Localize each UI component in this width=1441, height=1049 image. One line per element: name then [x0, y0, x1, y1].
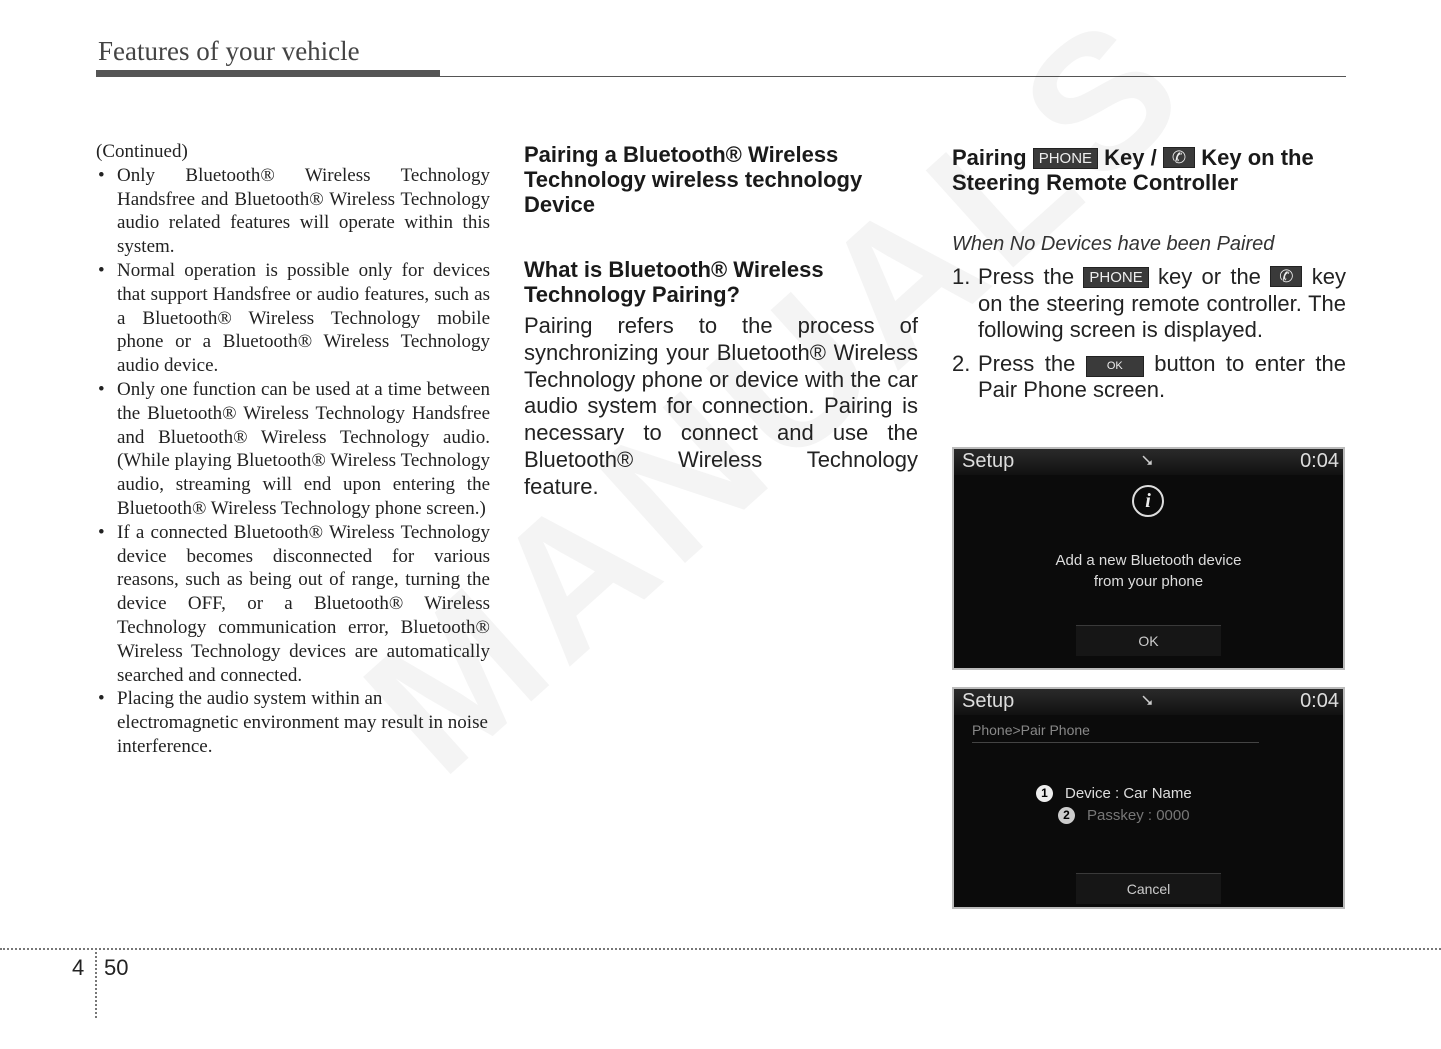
step-text: Press the — [978, 264, 1075, 289]
step-number: 2. — [952, 350, 971, 376]
phone-key-badge: PHONE — [1083, 267, 1148, 288]
note-item: • Normal operation is possible only for devices that support Handsfree or audio features, such as a Bluetooth® Wireless Technology mobile phone or a Bluetooth® Wireless Technology audio device. — [96, 259, 490, 378]
column-right — [952, 145, 1346, 411]
column-left — [96, 140, 490, 759]
breadcrumb: Phone>Pair Phone — [972, 722, 1090, 738]
phone-handset-icon: ✆ — [1270, 266, 1302, 287]
step-item — [952, 264, 1346, 344]
chapter-number: 4 — [72, 955, 85, 980]
info-icon: i — [1132, 485, 1164, 517]
heading-pairing-device: Pairing a Bluetooth® Wireless Technology wireless technology Device — [524, 142, 863, 217]
usb-icon: ⭨ — [1142, 691, 1154, 710]
page-number: 50 — [104, 955, 129, 980]
footer-rule — [0, 948, 1441, 950]
column-middle — [524, 142, 918, 501]
subheading-no-devices: When No Devices have been Paired — [952, 233, 1275, 255]
screen-clock: 0:04 — [1300, 450, 1339, 472]
setup-screen-pair-phone — [952, 687, 1345, 909]
ok-button[interactable]: OK — [1076, 625, 1221, 656]
heading-text-pre: Pairing — [952, 145, 1027, 170]
screen-title: Setup — [962, 450, 1015, 472]
message-line: Add a new Bluetooth device — [1055, 552, 1242, 569]
screen-clock: 0:04 — [1300, 690, 1339, 712]
page-header — [96, 36, 1346, 82]
heading-text-mid: Key / — [1104, 145, 1157, 170]
cancel-button[interactable]: Cancel — [1076, 873, 1221, 904]
step-item — [952, 351, 1346, 404]
heading-text-post: Key on the Steering Remote Controller — [952, 145, 1314, 195]
header-rule — [440, 76, 1346, 77]
note-item: • Placing the audio system within an electromagnetic environment may result in noise interference. — [96, 687, 490, 758]
breadcrumb-rule — [972, 742, 1259, 743]
step-text: key or the — [1158, 264, 1261, 289]
continued-label: (Continued) — [96, 141, 188, 162]
steps-list — [952, 264, 1346, 404]
number-badge: 1 — [1036, 785, 1053, 802]
device-name-text: Device : Car Name — [1065, 785, 1192, 802]
step-text: Press the — [978, 350, 1076, 376]
phone-handset-icon: ✆ — [1163, 147, 1195, 168]
step-text: button to enter the Pair Phone screen. — [978, 350, 1347, 403]
notes-list — [96, 164, 490, 759]
pairing-description: Pairing refers to the process of synchronizing your Bluetooth® Wireless Technology phone or device with the car audio system for connection. Pairing is necessary to connect and use the Bluetooth® Wireless Technology feature. — [524, 313, 918, 499]
section-title: Features of your vehicle — [98, 36, 360, 66]
screen-message — [954, 550, 1343, 592]
step-number: 1. — [952, 264, 971, 289]
setup-screen-add-device — [952, 447, 1345, 670]
number-badge: 2 — [1058, 807, 1075, 824]
message-line: from your phone — [1093, 573, 1204, 590]
step-text: key on the steering remote controller. The following screen is displayed. — [978, 264, 1346, 343]
header-accent-bar — [96, 70, 440, 77]
heading-what-is-pairing: What is Bluetooth® Wireless Technology Pairing? — [524, 257, 824, 307]
note-item: • Only one function can be used at a time between the Bluetooth® Wireless Technology Handsfree and Bluetooth® Wireless Technology audio. (While playing Bluetooth® Wireless Technology audio, streaming will end upon entering the Bluetooth® Wireless Technology phone screen.) — [96, 378, 490, 521]
passkey-text: Passkey : 0000 — [1087, 807, 1190, 824]
usb-icon: ⭨ — [1142, 451, 1154, 470]
footer-divider — [95, 948, 97, 1018]
phone-key-badge: PHONE — [1033, 148, 1098, 169]
heading-pairing-key — [952, 145, 1346, 195]
screen-title: Setup — [962, 690, 1015, 712]
note-item: • If a connected Bluetooth® Wireless Technology device becomes disconnected for various reasons, such as being out of range, turning the device OFF, or a Bluetooth® Wireless Technology communication error, Bluetooth® Wireless Technology devices are automatically searched and connected. — [96, 521, 490, 688]
note-item: • Only Bluetooth® Wireless Technology Handsfree and Bluetooth® Wireless Technology audio related features will operate within this system. — [96, 164, 490, 259]
passkey-row — [1058, 807, 1190, 824]
ok-key-badge: OK — [1086, 356, 1144, 377]
device-name-row — [1036, 785, 1192, 802]
